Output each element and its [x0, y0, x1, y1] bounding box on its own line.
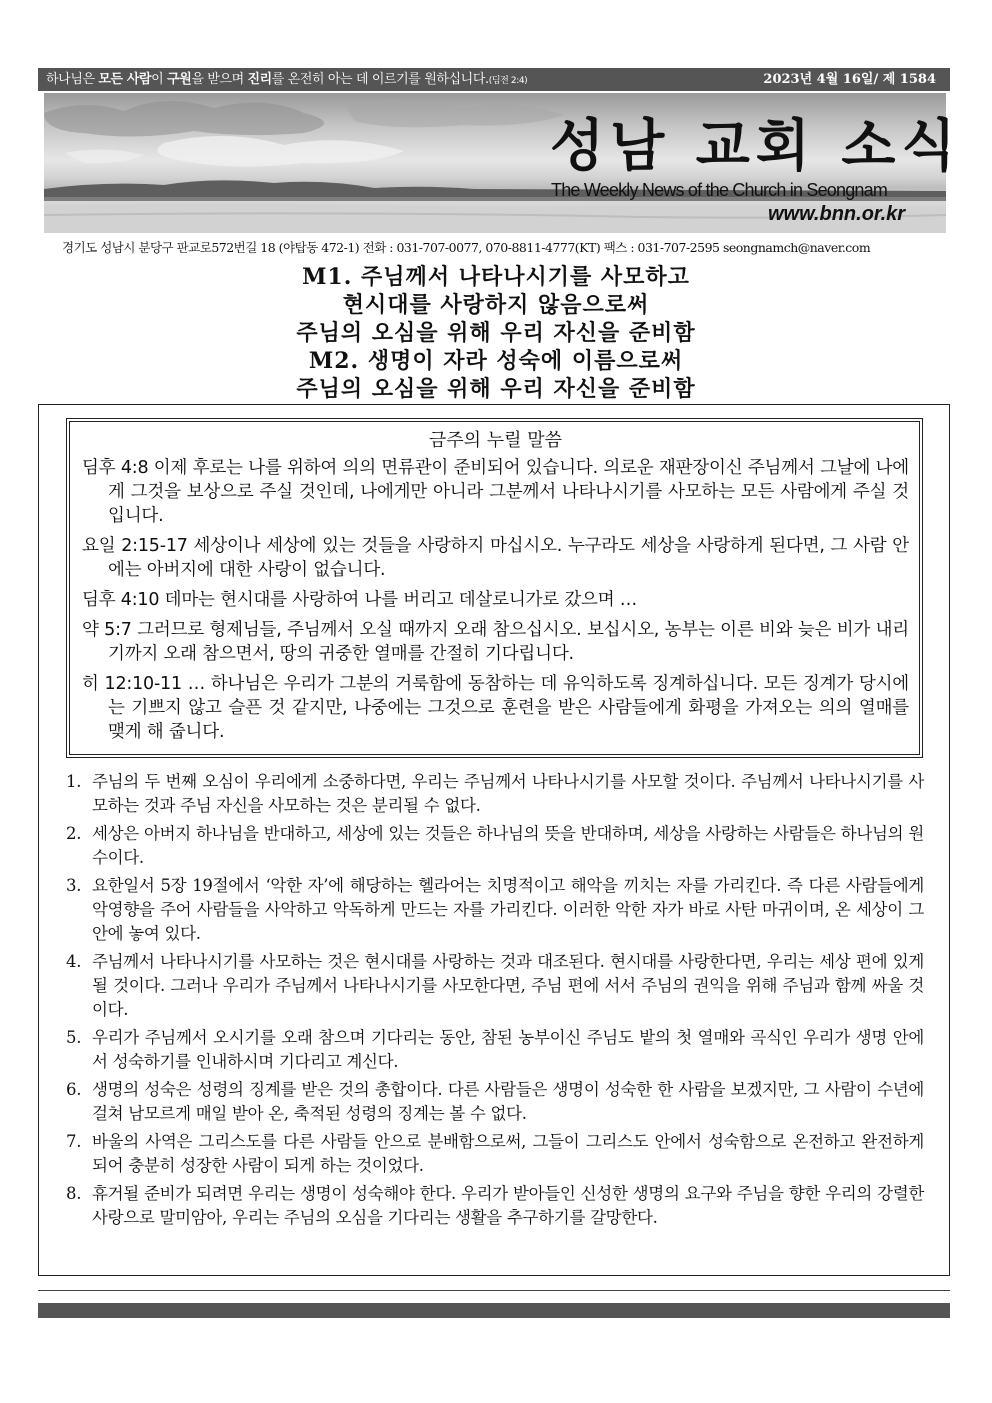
- heading-line: 현시대를 사랑하지 않음으로써: [342, 292, 650, 318]
- point-number: 1.: [66, 772, 82, 791]
- point-item: [66, 950, 924, 1022]
- heading-line: 주님의 오심을 위해 우리 자신을 준비함: [296, 320, 696, 346]
- point-number: 6.: [66, 1080, 82, 1099]
- verse-fragment: 를 온전히 아는 데 이르기를 원하십니다.: [271, 72, 489, 87]
- point-item: [66, 1182, 924, 1230]
- website-url[interactable]: www.bnn.or.kr: [768, 203, 906, 225]
- point-item: [66, 822, 924, 870]
- verse-item: 요일 2:15-17 세상이나 세상에 있는 것들을 사랑하지 마십시오. 누구라도 세상을 사랑하게 된다면, 그 사람 안에는 아버지에 대한 사랑이 없습니다.: [82, 536, 909, 580]
- church-address: 경기도 성남시 분당구 판교로572번길 18 (야탑동 472-1) 전화 : 031-707-0077, 070-8811-4777(KT) 팩스 : 031-707-2595 seongnamch@naver.com: [62, 240, 871, 255]
- heading-line: M1. 주님께서 나타나시기를 사모하고: [302, 264, 690, 290]
- point-number: 5.: [66, 1028, 82, 1047]
- verse-keyword: 모든 사람: [98, 72, 152, 87]
- verse-item: 히 12:10-11 … 하나님은 우리가 그분의 거룩함에 동참하는 데 유익하도록 징계하십니다. 모든 징계가 당시에는 기쁘지 않고 슬픈 것 같지만, 나중에는 그것으로 훈련을 받은 사람들에게 화평을 가져오는 의의 열매를 맺게 해 줍니다.: [82, 674, 909, 742]
- point-text: 주님의 두 번째 오심이 우리에게 소중하다면, 우리는 주님께서 나타나시기를 사모할 것이다. 주님께서 나타나시기를 사모하는 것과 주님 자신을 사모하는 것은 분리될 수 없다.: [92, 772, 924, 815]
- point-text: 휴거될 준비가 되려면 우리는 생명이 성숙해야 한다. 우리가 받아들인 신성한 생명의 요구와 주님을 향한 우리의 강렬한 사랑으로 말미암아, 우리는 주님의 오심을 기다리는 생활을 추구하기를 갈망한다.: [92, 1184, 924, 1227]
- header-verse: [46, 68, 527, 93]
- verse-keyword: 구원: [167, 72, 192, 87]
- point-text: 요한일서 5장 19절에서 ‘악한 자’에 해당하는 헬라어는 치명적이고 해악을 끼치는 자를 가리킨다. 즉 다른 사람들에게 악영향을 주어 사람들을 사악하고 악독하게 만드는 자를 가리킨다. 이러한 악한 자가 바로 사탄 마귀이며, 온 세상이 그 안에 놓여 있다.: [92, 876, 924, 943]
- verse-fragment: 을 받으며: [191, 72, 248, 87]
- verse-item: 약 5:7 그러므로 형제님들, 주님께서 오실 때까지 오래 참으십시오. 보십시오, 농부는 이른 비와 늦은 비가 내리기까지 오래 참으면서, 땅의 귀중한 열매를 간절히 기다립니다.: [82, 620, 909, 664]
- point-text: 우리가 주님께서 오시기를 오래 참으며 기다리는 동안, 참된 농부이신 주님도 밭의 첫 열매와 곡식인 우리가 생명 안에서 성숙하기를 인내하시며 기다리고 계신다.: [92, 1028, 924, 1071]
- heading-line: M2. 생명이 자라 성숙에 이름으로써: [308, 348, 684, 374]
- newsletter-subtitle: The Weekly News of the Church in Seongnam: [551, 180, 888, 200]
- message-headings: [0, 263, 992, 403]
- header-verse-text: [46, 72, 489, 87]
- point-number: 4.: [66, 952, 82, 971]
- weekly-verses-box: [66, 418, 923, 758]
- issue-date: 2023년 4월 16일/ 제 1584: [763, 72, 936, 87]
- point-item: [66, 770, 924, 818]
- newsletter-title: 성남 교회 소식: [550, 113, 962, 179]
- footer-divider: [38, 1290, 950, 1291]
- weekly-verses-title: 금주의 누릴 말씀: [428, 430, 563, 451]
- verse-item: 딤후 4:10 데마는 현시대를 사랑하여 나를 버리고 데살로니가로 갔으며 …: [82, 590, 638, 610]
- point-number: 7.: [66, 1132, 82, 1151]
- message-points: [66, 770, 924, 1234]
- point-item: [66, 1078, 924, 1126]
- point-number: 2.: [66, 824, 82, 843]
- point-text: 바울의 사역은 그리스도를 다른 사람들 안으로 분배함으로써, 그들이 그리스도 안에서 성숙함으로 온전하고 완전하게 되어 충분히 성장한 사람이 되게 하는 것이었다.: [92, 1132, 924, 1175]
- point-text: 주님께서 나타나시기를 사모하는 것은 현시대를 사랑하는 것과 대조된다. 현시대를 사랑한다면, 우리는 세상 편에 있게 될 것이다. 그러나 우리가 주님께서 나타나시기를 사모한다면, 주님 편에 서서 주님의 권익을 위해 주님과 함께 싸울 것이다.: [92, 952, 924, 1019]
- point-text: 세상은 아버지 하나님을 반대하고, 세상에 있는 것들은 하나님의 뜻을 반대하며, 세상을 사랑하는 사람들은 하나님의 원수이다.: [92, 824, 924, 867]
- verse-keyword: 진리: [247, 72, 272, 87]
- verse-fragment: 이: [151, 72, 168, 87]
- verse-item: 딤후 4:8 이제 후로는 나를 위하여 의의 면류관이 준비되어 있습니다. 의로운 재판장이신 주님께서 그날에 나에게 그것을 보상으로 주실 것인데, 나에게만 아니라 그분께서 나타나시기를 사모하는 모든 사람에게 주실 것입니다.: [82, 458, 909, 526]
- header-verse-ref: (딤전 2:4): [488, 76, 528, 86]
- header-bar: [38, 68, 950, 91]
- point-item: [66, 874, 924, 946]
- point-item: [66, 1130, 924, 1178]
- footer-bar: [38, 1303, 950, 1318]
- point-number: 8.: [66, 1184, 82, 1203]
- point-text: 생명의 성숙은 성령의 징계를 받은 것의 총합이다. 다른 사람들은 생명이 성숙한 한 사람을 보겠지만, 그 사람이 수년에 걸쳐 남모르게 매일 받아 온, 축적된 성령의 징계는 볼 수 없다.: [92, 1080, 924, 1123]
- verse-fragment: 하나님은: [46, 72, 99, 87]
- heading-line: 주님의 오심을 위해 우리 자신을 준비함: [296, 376, 696, 402]
- point-item: [66, 1026, 924, 1074]
- point-number: 3.: [66, 876, 82, 895]
